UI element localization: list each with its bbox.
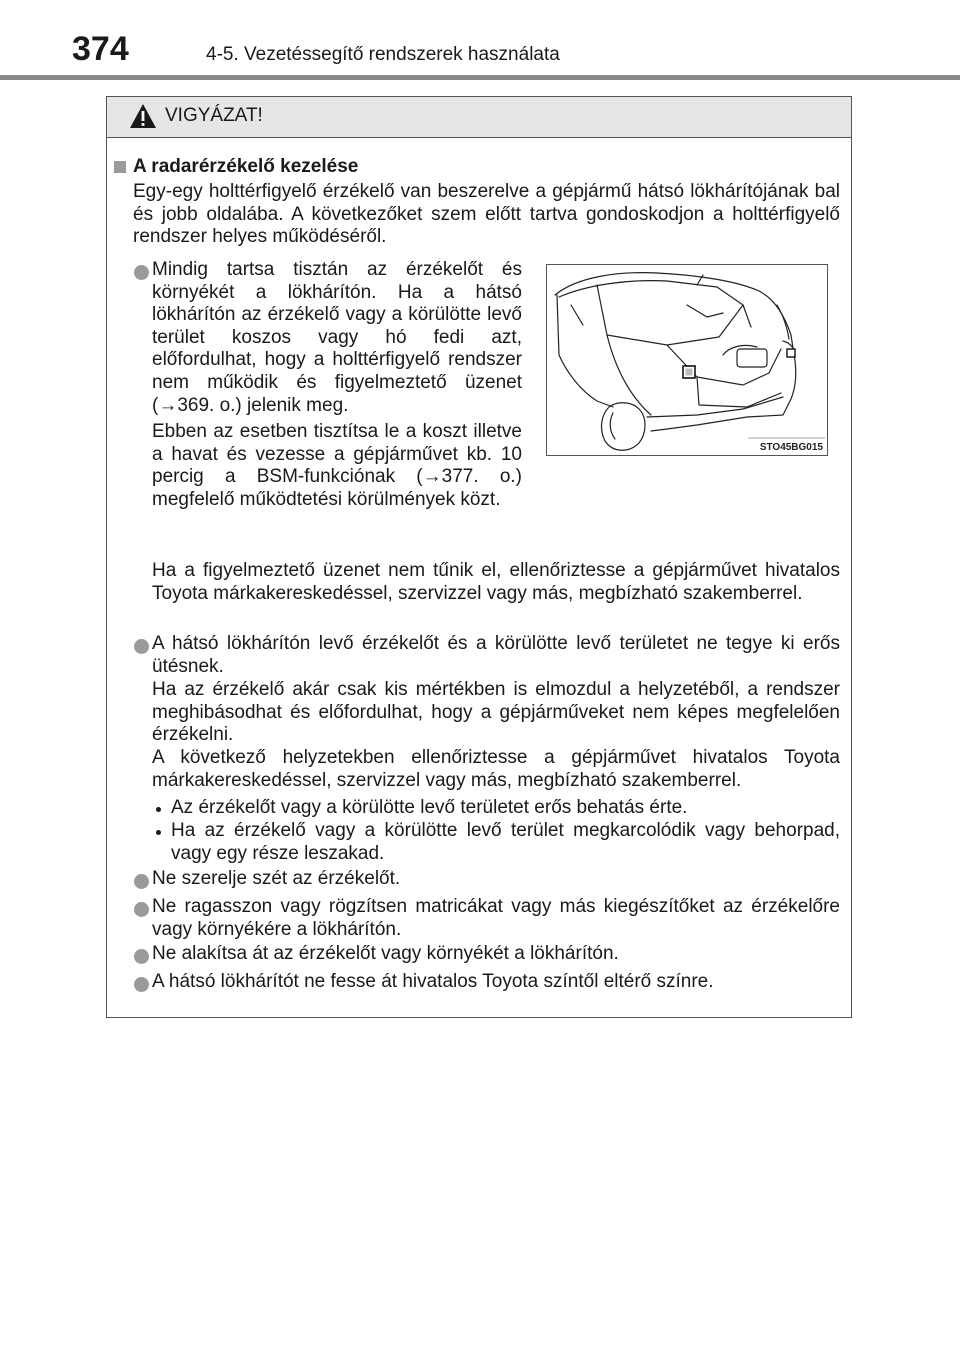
circle-bullet-icon bbox=[134, 902, 149, 917]
item-no-repaint: A hátsó lökhárítót ne fesse át hivatalos Toyota színtől eltérő színre. bbox=[152, 971, 714, 992]
sub-item-impact: Az érzékelőt vagy a körülötte levő területet erős behatás érte. bbox=[171, 797, 688, 818]
square-bullet-icon bbox=[114, 161, 126, 173]
chapter-title: 4-5. Vezetéssegítő rendszerek használata bbox=[206, 44, 560, 65]
vehicle-rear-illustration bbox=[547, 265, 827, 455]
header-rule bbox=[0, 75, 960, 80]
item-no-stickers: Ne ragasszon vagy rögzítsen matricákat vagy más kiegészítőket az érzékelőre vagy környékére a lökhárítón. bbox=[152, 896, 840, 940]
item-no-disassemble: Ne szerelje szét az érzékelőt. bbox=[152, 868, 401, 889]
circle-bullet-icon bbox=[134, 874, 149, 889]
circle-bullet-icon bbox=[134, 639, 149, 654]
section-heading-row bbox=[114, 156, 844, 180]
item-no-impact-detail: Ha az érzékelő akár csak kis mértékben is elmozdul a helyzetéből, a rendszer meghibásodhat és előfordulhat, hogy a gépjárműveket nem képes megfelelően érzékelni. bbox=[152, 679, 840, 746]
bullet-dot-icon bbox=[156, 830, 161, 835]
item-no-impact: A hátsó lökhárítón levő érzékelőt és a körülötte levő területet ne tegye ki erős ütésnek. bbox=[152, 633, 840, 677]
vehicle-rear-figure bbox=[546, 264, 828, 456]
section-heading: A radarérzékelő kezelése bbox=[133, 156, 359, 177]
item-no-impact-check: A következő helyzetekben ellenőriztesse a gépjárművet hivatalos Toyota márkakereskedéssel, szervizzel vagy más, megbízható szakemberrel. bbox=[152, 747, 840, 791]
item-keep-clean-warning: Ha a figyelmeztető üzenet nem tűnik el, ellenőriztesse a gépjárművet hivatalos Toyota márkakereskedéssel, szervizzel vagy más, megbízható szakemberrel. bbox=[152, 560, 840, 604]
figure-code: STO45BG015 bbox=[759, 442, 823, 453]
intro-paragraph: Egy-egy holttérfigyelő érzékelő van beszerelve a gépjármű hátsó lökhárítójának bal és jobb oldalába. A következőket szem előtt tartva gondoskodjon a holttérfigyelő rendszer helyes működéséről. bbox=[133, 181, 840, 248]
item-keep-clean-continued: Ebben az esetben tisztítsa le a koszt illetve a havat és vezesse a gépjárművet kb. 10 percig a BSM-funkciónak (→377. o.) megfelelő működtetési körülmények közt. bbox=[152, 421, 522, 510]
warning-icon bbox=[129, 103, 157, 129]
item-keep-clean: Mindig tartsa tisztán az érzékelőt és környékét a lökhárítón. Ha a hátsó lökhárítón az érzékelő vagy a körülötte levő terület koszos vagy hó fedi azt, előfordulhat, hogy a holttérfigyelő rendszer nem működik és figyelmeztető üzenet (→369. o.) jelenik meg. bbox=[152, 259, 522, 416]
circle-bullet-icon bbox=[134, 949, 149, 964]
sub-item-damage: Ha az érzékelő vagy a körülötte levő terület megkarcolódik vagy behorpad, vagy egy része leszakad. bbox=[171, 820, 840, 864]
page-number: 374 bbox=[72, 30, 129, 68]
circle-bullet-icon bbox=[134, 977, 149, 992]
item-no-modify: Ne alakítsa át az érzékelőt vagy környékét a lökhárítón. bbox=[152, 943, 619, 964]
caution-header bbox=[107, 97, 851, 138]
bullet-dot-icon bbox=[156, 807, 161, 812]
circle-bullet-icon bbox=[134, 265, 149, 280]
page-header bbox=[0, 0, 960, 80]
caution-title: VIGYÁZAT! bbox=[165, 105, 263, 126]
